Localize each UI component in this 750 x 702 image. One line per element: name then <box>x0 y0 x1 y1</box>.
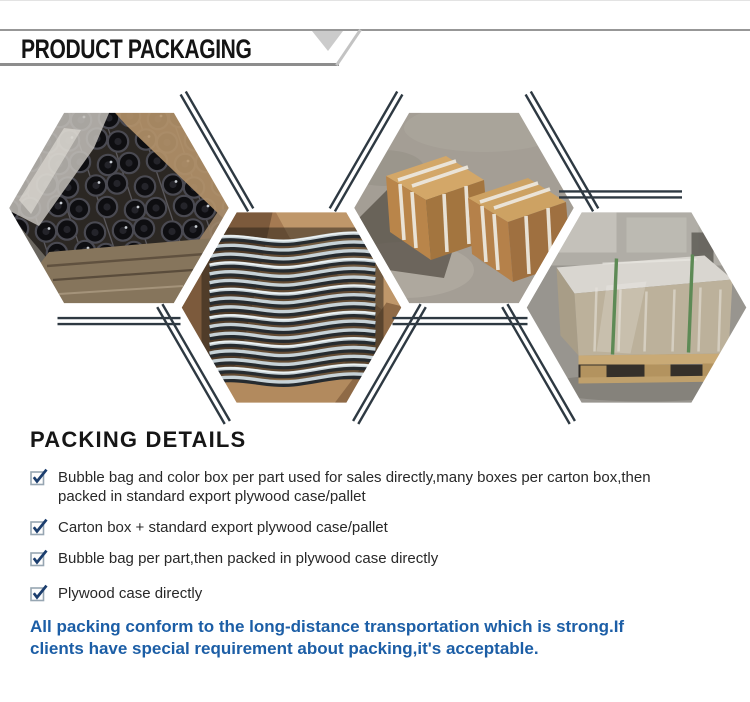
packing-note: All packing conform to the long-distance transportation which is strong.If clients have special requirement about packing,it's acceptable. <box>30 617 625 658</box>
list-item-text: Carton box + standard export plywood case/pallet <box>58 519 388 536</box>
ribbon-rule <box>0 29 750 31</box>
checkbox-checked-icon <box>30 549 50 567</box>
checkbox-checked-icon <box>30 584 50 602</box>
list-item-text: Bubble bag per part,then packed in plywood case directly <box>58 550 439 567</box>
packaging-photo-collage <box>0 85 750 430</box>
list-item <box>30 518 678 537</box>
list-item-text: Bubble bag and color box per part used for sales directly,many boxes per carton box,then packed in standard export plywood case/pallet <box>58 469 651 505</box>
packing-details-heading: PACKING DETAILS <box>30 427 247 452</box>
top-hairline <box>0 0 750 1</box>
checkbox-checked-icon <box>30 468 50 486</box>
list-item <box>30 549 678 568</box>
page-title: PRODUCT PACKAGING <box>21 34 252 64</box>
checkbox-checked-icon <box>30 518 50 536</box>
list-item <box>30 468 678 506</box>
list-item-text: Plywood case directly <box>58 585 203 602</box>
packing-list <box>30 468 678 615</box>
ribbon-fold-icon <box>312 31 343 51</box>
list-item <box>30 584 678 603</box>
